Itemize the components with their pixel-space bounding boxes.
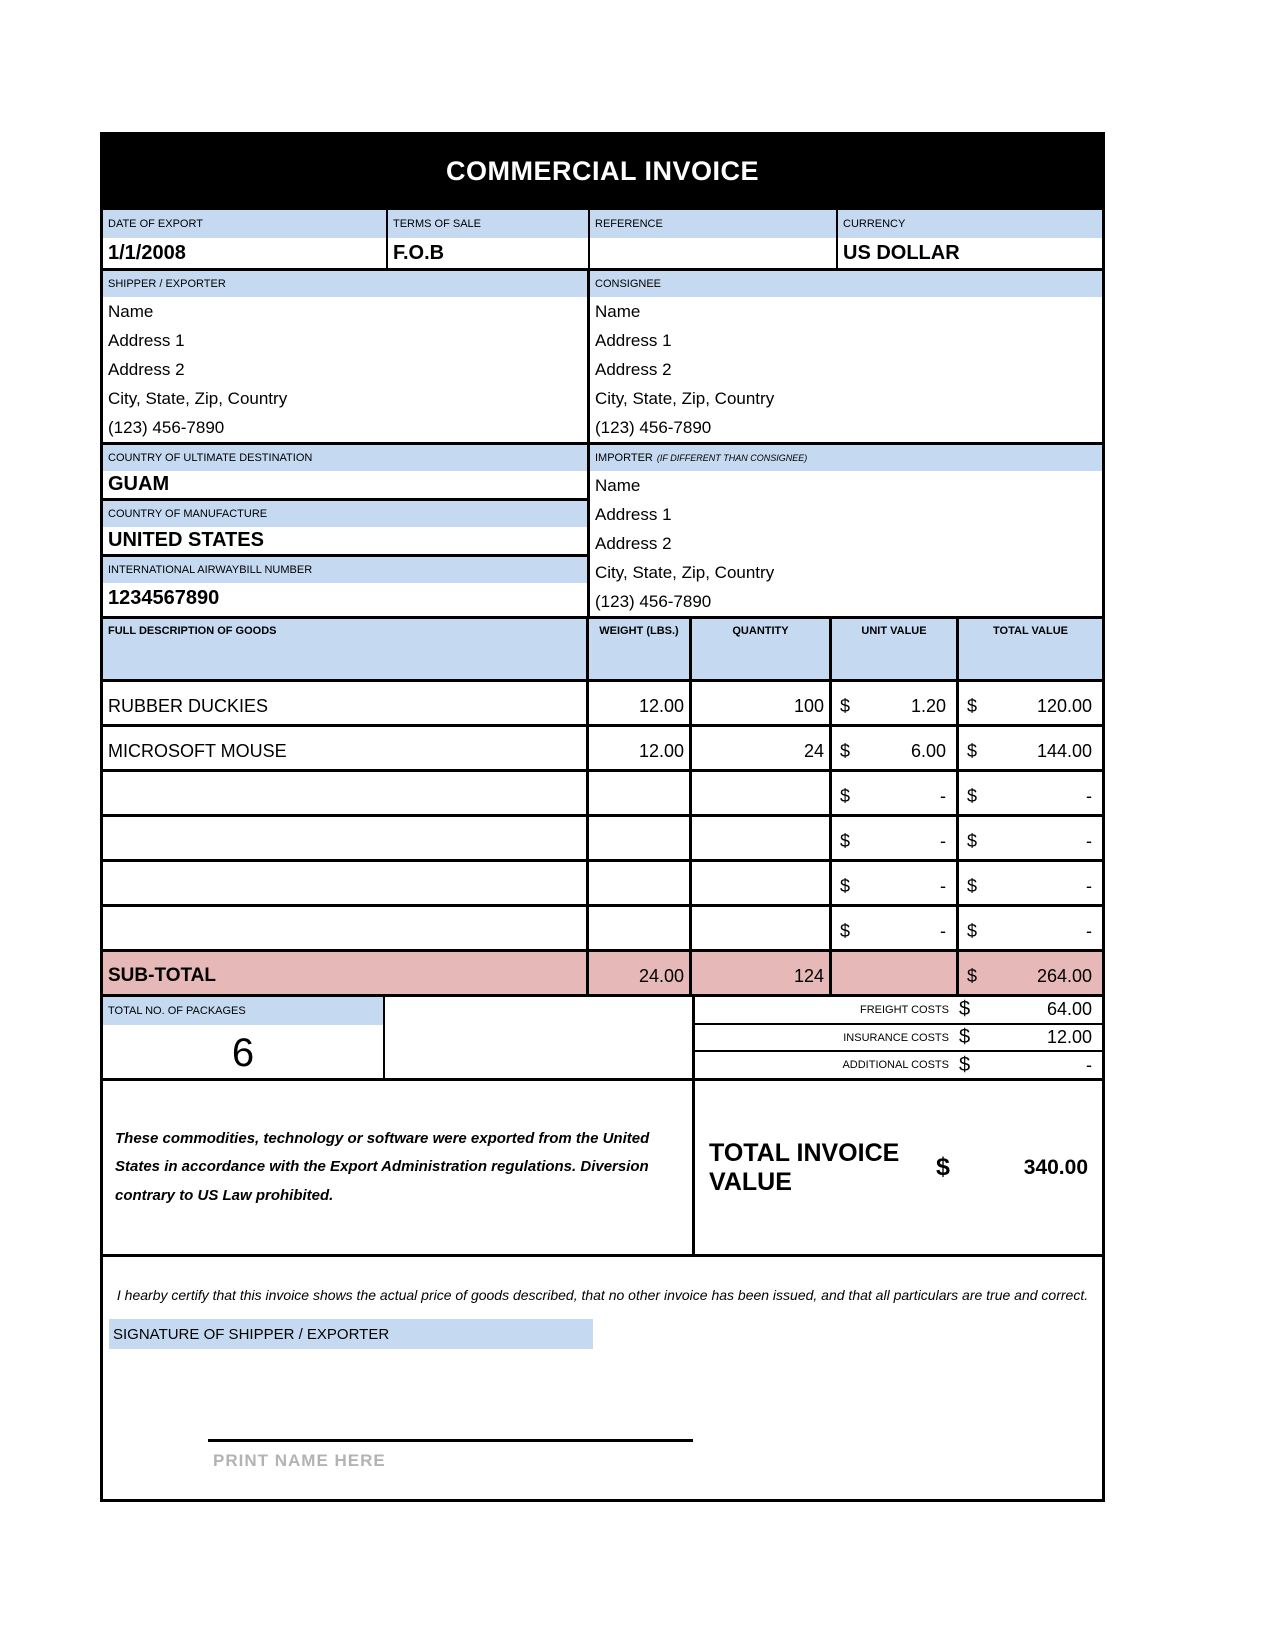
destination-label: COUNTRY OF ULTIMATE DESTINATION xyxy=(103,445,587,471)
top-fields-row xyxy=(103,210,1102,271)
consignee-name[interactable]: Name xyxy=(595,301,641,321)
subtotal-weight: 24.00 xyxy=(589,952,692,994)
currency-symbol: $ xyxy=(967,876,978,896)
freight-costs-value[interactable]: 64.00 xyxy=(1046,999,1092,1020)
row-total-value[interactable] xyxy=(959,727,1102,769)
manufacture-value[interactable]: UNITED STATES xyxy=(103,527,587,557)
goods-row xyxy=(103,907,1102,952)
insurance-costs-label: INSURANCE COSTS xyxy=(843,1031,949,1044)
consignee-address1[interactable]: Address 1 xyxy=(595,330,672,350)
row-total-value[interactable] xyxy=(959,907,1102,949)
total-value: 144.00 xyxy=(1036,741,1092,761)
header-quantity: QUANTITY xyxy=(692,619,832,679)
total-value: 120.00 xyxy=(1036,696,1092,716)
currency-symbol: $ xyxy=(959,998,971,1021)
shipper-name[interactable]: Name xyxy=(108,301,154,321)
goods-row xyxy=(103,772,1102,817)
export-statement: These commodities, technology or software were exported from the United States in accordance with the Export Administration regulations. Diversion contrary to US Law prohibited. xyxy=(103,1081,695,1254)
airwaybill-label: INTERNATIONAL AIRWAYBILL NUMBER xyxy=(103,557,587,583)
manufacture-label: COUNTRY OF MANUFACTURE xyxy=(103,501,587,527)
shipper-phone[interactable]: (123) 456-7890 xyxy=(108,417,225,437)
row-total-value[interactable] xyxy=(959,862,1102,904)
reference-value[interactable] xyxy=(590,238,836,268)
certification-section xyxy=(103,1257,1102,1499)
consignee-section xyxy=(590,271,1102,442)
goods-row xyxy=(103,682,1102,727)
reference-field xyxy=(590,210,838,268)
row-unit-value[interactable] xyxy=(832,727,959,769)
row-total-value[interactable] xyxy=(959,817,1102,859)
date-of-export-field xyxy=(103,210,388,268)
row-weight[interactable] xyxy=(589,772,692,814)
date-of-export-value[interactable]: 1/1/2008 xyxy=(108,241,186,264)
row-weight[interactable] xyxy=(589,862,692,904)
row-description[interactable] xyxy=(103,862,589,904)
row-quantity[interactable] xyxy=(692,907,832,949)
total-value: - xyxy=(1086,831,1092,851)
currency-label: CURRENCY xyxy=(838,210,1102,238)
subtotal-row xyxy=(103,952,1102,997)
consignee-label: CONSIGNEE xyxy=(590,271,1102,297)
row-quantity[interactable]: 100 xyxy=(692,682,832,724)
invoice-body xyxy=(100,210,1105,1502)
currency-symbol: $ xyxy=(936,1153,950,1181)
unit-value: 1.20 xyxy=(910,696,946,716)
row-quantity[interactable] xyxy=(692,862,832,904)
goods-row xyxy=(103,817,1102,862)
terms-of-sale-field xyxy=(388,210,590,268)
row-quantity[interactable] xyxy=(692,817,832,859)
date-of-export-label: DATE OF EXPORT xyxy=(103,210,386,238)
signature-label: SIGNATURE OF SHIPPER / EXPORTER xyxy=(109,1319,593,1349)
importer-phone[interactable]: (123) 456-7890 xyxy=(595,591,712,611)
subtotal-label: SUB-TOTAL xyxy=(103,952,589,994)
currency-symbol: $ xyxy=(840,741,851,761)
costs-column xyxy=(695,997,1102,1078)
importer-address2[interactable]: Address 2 xyxy=(595,533,672,553)
shipper-label: SHIPPER / EXPORTER xyxy=(103,271,587,297)
currency-symbol: $ xyxy=(959,1053,971,1076)
header-weight: WEIGHT (LBS.) xyxy=(589,619,692,679)
unit-value: - xyxy=(940,786,946,806)
currency-field xyxy=(838,210,1102,268)
importer-name[interactable]: Name xyxy=(595,475,641,495)
row-total-value[interactable] xyxy=(959,772,1102,814)
total-value: - xyxy=(1086,786,1092,806)
currency-symbol: $ xyxy=(967,921,978,941)
packages-value[interactable]: 6 xyxy=(231,1030,255,1075)
print-name-hint: PRINT NAME HERE xyxy=(213,1451,386,1470)
currency-symbol: $ xyxy=(840,876,851,896)
header-total-value: TOTAL VALUE xyxy=(959,619,1102,679)
currency-symbol: $ xyxy=(967,741,978,761)
origin-section xyxy=(103,445,590,616)
row-description[interactable]: MICROSOFT MOUSE xyxy=(103,727,589,769)
shipper-address1[interactable]: Address 1 xyxy=(108,330,185,350)
insurance-costs-value[interactable]: 12.00 xyxy=(1046,1027,1092,1047)
commercial-invoice xyxy=(100,132,1105,1502)
total-value: - xyxy=(1086,876,1092,896)
total-invoice-box xyxy=(695,1081,1102,1254)
importer-label-note: (IF DIFFERENT THAN CONSIGNEE) xyxy=(656,453,808,463)
importer-city[interactable]: City, State, Zip, Country xyxy=(595,562,775,582)
row-unit-value[interactable] xyxy=(832,772,959,814)
row-quantity[interactable] xyxy=(692,772,832,814)
currency-symbol: $ xyxy=(967,831,978,851)
subtotal-value: 264.00 xyxy=(1036,966,1092,986)
currency-symbol: $ xyxy=(967,786,978,806)
row-unit-value[interactable] xyxy=(832,907,959,949)
mid-row xyxy=(103,445,1102,619)
currency-symbol: $ xyxy=(840,831,851,851)
currency-symbol: $ xyxy=(840,786,851,806)
row-weight[interactable] xyxy=(589,817,692,859)
invoice-title: COMMERCIAL INVOICE xyxy=(100,132,1105,210)
unit-value: 6.00 xyxy=(910,741,946,761)
insurance-costs-row xyxy=(695,1025,1102,1053)
currency-value[interactable]: US DOLLAR xyxy=(843,241,960,264)
certification-text: I hearby certify that this invoice shows the actual price of goods described, that no other invoice has been issued, and that all particulars are true and correct. xyxy=(116,1287,1089,1303)
row-description[interactable] xyxy=(103,772,589,814)
importer-label-text: IMPORTER xyxy=(595,452,653,464)
terms-of-sale-label: TERMS OF SALE xyxy=(388,210,588,238)
goods-table-header xyxy=(103,619,1102,682)
unit-value: - xyxy=(940,831,946,851)
total-invoice-value: 340.00 xyxy=(1023,1155,1088,1179)
row-weight[interactable] xyxy=(589,907,692,949)
additional-costs-value[interactable]: - xyxy=(1086,1054,1092,1075)
total-invoice-label: TOTAL INVOICE VALUE xyxy=(709,1138,900,1196)
row-quantity[interactable]: 24 xyxy=(692,727,832,769)
airwaybill-value[interactable]: 1234567890 xyxy=(108,586,220,609)
freight-costs-label: FREIGHT COSTS xyxy=(859,1003,949,1016)
row-unit-value[interactable] xyxy=(832,817,959,859)
row-unit-value[interactable] xyxy=(832,682,959,724)
header-description: FULL DESCRIPTION OF GOODS xyxy=(103,619,589,679)
row-total-value[interactable] xyxy=(959,682,1102,724)
unit-value: - xyxy=(940,921,946,941)
costs-spacer-cell xyxy=(385,997,695,1078)
packages-label: TOTAL NO. OF PACKAGES xyxy=(103,997,383,1025)
destination-value[interactable]: GUAM xyxy=(103,471,587,501)
shipper-address2[interactable]: Address 2 xyxy=(108,359,185,379)
freight-costs-row xyxy=(695,997,1102,1025)
subtotal-total-value xyxy=(959,952,1102,994)
header-unit-value: UNIT VALUE xyxy=(832,619,959,679)
importer-section xyxy=(590,445,1102,616)
packages-section xyxy=(103,997,385,1078)
additional-costs-label: ADDITIONAL COSTS xyxy=(842,1059,949,1072)
goods-row xyxy=(103,727,1102,772)
shipper-city[interactable]: City, State, Zip, Country xyxy=(108,388,288,408)
goods-row xyxy=(103,862,1102,907)
row-description[interactable] xyxy=(103,907,589,949)
shipper-section xyxy=(103,271,590,442)
signature-line[interactable] xyxy=(208,1439,693,1442)
consignee-city[interactable]: City, State, Zip, Country xyxy=(595,388,775,408)
reference-label: REFERENCE xyxy=(590,210,836,238)
subtotal-unit-value xyxy=(832,952,959,994)
currency-symbol: $ xyxy=(840,696,851,716)
costs-band xyxy=(103,997,1102,1081)
total-band xyxy=(103,1081,1102,1257)
currency-symbol: $ xyxy=(967,696,978,716)
subtotal-quantity: 124 xyxy=(692,952,832,994)
total-value: - xyxy=(1086,921,1092,941)
row-description[interactable]: RUBBER DUCKIES xyxy=(103,682,589,724)
currency-symbol: $ xyxy=(967,966,978,986)
currency-symbol: $ xyxy=(959,1026,971,1048)
row-unit-value[interactable] xyxy=(832,862,959,904)
goods-table xyxy=(103,619,1102,997)
importer-label xyxy=(590,445,1102,471)
row-weight[interactable]: 12.00 xyxy=(589,727,692,769)
importer-address1[interactable]: Address 1 xyxy=(595,504,672,524)
row-weight[interactable]: 12.00 xyxy=(589,682,692,724)
row-description[interactable] xyxy=(103,817,589,859)
parties-row xyxy=(103,271,1102,445)
terms-of-sale-value[interactable]: F.O.B xyxy=(393,241,445,264)
currency-symbol: $ xyxy=(840,921,851,941)
additional-costs-row xyxy=(695,1052,1102,1078)
consignee-address2[interactable]: Address 2 xyxy=(595,359,672,379)
unit-value: - xyxy=(940,876,946,896)
consignee-phone[interactable]: (123) 456-7890 xyxy=(595,417,712,437)
